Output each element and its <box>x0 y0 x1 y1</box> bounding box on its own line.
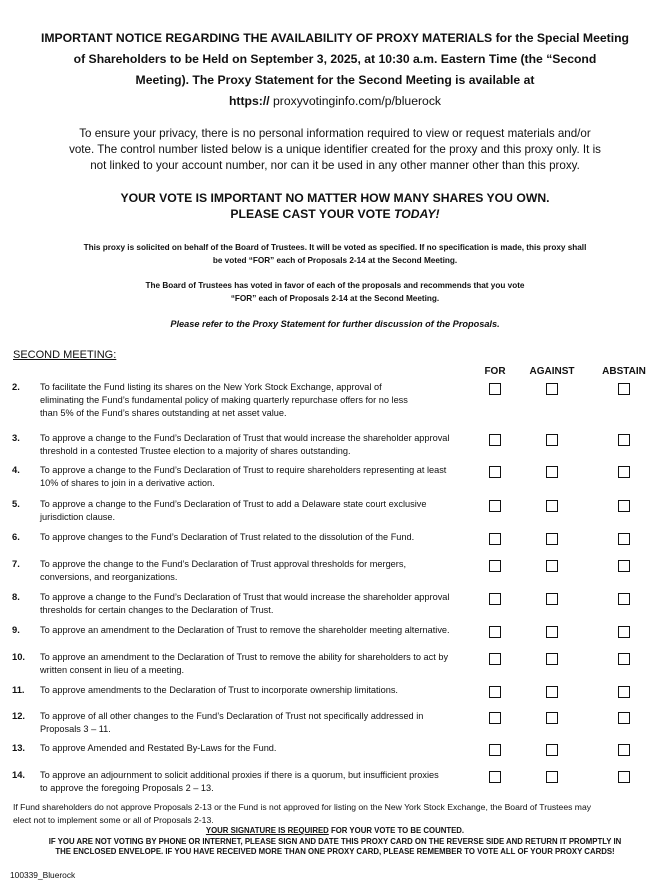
signature-instructions <box>40 826 630 858</box>
proposal-text-line: eliminating the Fund’s fundamental policy of making quarterly repurchase offers for no less <box>40 395 408 405</box>
vote-for-checkbox[interactable] <box>489 434 501 446</box>
notice-line-2: of Shareholders to be Held on September 3, 2025, at 10:30 a.m. Eastern Time (the “Second <box>73 52 597 66</box>
proposal-number: 8. <box>12 591 20 602</box>
proposal-number: 10. <box>12 651 26 662</box>
proposal-text-line: conversions, and reorganizations. <box>40 572 178 582</box>
vote-abstain-checkbox[interactable] <box>618 653 630 665</box>
privacy-line-1: To ensure your privacy, there is no personal information required to view or request materials and/or <box>79 127 591 140</box>
solicited-line-1: This proxy is solicited on behalf of the Board of Trustees. It will be voted as specified. If no specification is made, this proxy shall <box>83 243 587 252</box>
vote-abstain-checkbox[interactable] <box>618 533 630 545</box>
conditional-line-1: If Fund shareholders do not approve Proposals 2-13 or the Fund is not approved for listing on the New York Stock Exchange, the Board of Trustees may <box>13 802 592 812</box>
vote-abstain-checkbox[interactable] <box>618 593 630 605</box>
vote-abstain-checkbox[interactable] <box>618 434 630 446</box>
vote-abstain-checkbox[interactable] <box>618 686 630 698</box>
proposal-text <box>40 684 480 697</box>
proposal-text-line: To approve of all other changes to the Fund’s Declaration of Trust not specifically addressed in <box>40 711 424 721</box>
proposal-text-line: jurisdiction clause. <box>40 512 116 522</box>
proposal-text-line: To approve an amendment to the Declaration of Trust to remove the ability for shareholders to act by <box>40 652 449 662</box>
today-emphasis: TODAY! <box>394 207 440 221</box>
board-line-1: The Board of Trustees has voted in favor of each of the proposals and recommends that you vote <box>145 281 525 290</box>
vote-abstain-checkbox[interactable] <box>618 712 630 724</box>
vote-against-checkbox[interactable] <box>546 712 558 724</box>
proposal-number: 6. <box>12 531 20 542</box>
vote-for-checkbox[interactable] <box>489 500 501 512</box>
proposal-text-line: than 5% of the Fund’s shares outstanding at net asset value. <box>40 408 287 418</box>
proposal-text-line: To approve a change to the Fund’s Declaration of Trust to require shareholders representing at least <box>40 465 447 475</box>
vote-for-checkbox[interactable] <box>489 744 501 756</box>
signature-rest: FOR YOUR VOTE TO BE COUNTED. <box>328 826 465 835</box>
board-recommendation <box>40 279 630 305</box>
vote-against-checkbox[interactable] <box>546 383 558 395</box>
proposal-text <box>40 531 480 544</box>
privacy-line-2: vote. The control number listed below is a unique identifier created for the proxy and this proxy only. It is <box>69 143 601 156</box>
conditional-line-2: elect not to implement some or all of Proposals 2-13. <box>13 815 214 825</box>
vote-for-checkbox[interactable] <box>489 771 501 783</box>
proposal-number: 2. <box>12 381 20 392</box>
refer-note: Please refer to the Proxy Statement for further discussion of the Proposals. <box>170 319 500 329</box>
proposal-text <box>40 432 480 458</box>
proposal-text-line: Proposals 3 – 11. <box>40 724 111 734</box>
vote-for-checkbox[interactable] <box>489 560 501 572</box>
url-prefix: https:// <box>228 94 270 108</box>
proposal-number: 12. <box>12 710 26 721</box>
mail-instruction-line-2: THE ENCLOSED ENVELOPE. IF YOU HAVE RECEIVED MORE THAN ONE PROXY CARD, PLEASE REMEMBER TO VOTE ALL OF YOUR PROXY CARDS! <box>55 847 615 856</box>
board-line-2: “FOR” each of Proposals 2-14 at the Second Meeting. <box>230 294 440 303</box>
proposal-text <box>40 742 480 755</box>
vote-for-checkbox[interactable] <box>489 593 501 605</box>
proposal-number: 9. <box>12 624 20 635</box>
notice-line-3: Meeting). The Proxy Statement for the Second Meeting is available at <box>135 73 535 87</box>
proposal-text <box>40 651 480 677</box>
proposal-text-line: To approve a change to the Fund’s Declaration of Trust that would increase the shareholder approval <box>40 433 450 443</box>
signature-required-line <box>40 826 630 837</box>
notice-block <box>40 28 630 112</box>
proposal-text-line: 10% of shares to join in a derivative action. <box>40 478 215 488</box>
vote-against-checkbox[interactable] <box>546 466 558 478</box>
vote-against-checkbox[interactable] <box>546 686 558 698</box>
vote-for-checkbox[interactable] <box>489 533 501 545</box>
vote-against-checkbox[interactable] <box>546 771 558 783</box>
proposal-text <box>40 381 480 420</box>
solicited-line-2: be voted “FOR” each of Proposals 2-14 at the Second Meeting. <box>212 256 458 265</box>
vote-against-checkbox[interactable] <box>546 434 558 446</box>
proposal-text <box>40 769 480 795</box>
proposal-text-line: To approve a change to the Fund’s Declaration of Trust that would increase the shareholder approval <box>40 592 450 602</box>
mail-instruction-line-1: IF YOU ARE NOT VOTING BY PHONE OR INTERNET, PLEASE SIGN AND DATE THIS PROXY CARD ON THE REVERSE SIDE AND RETURN IT PROMPTLY IN <box>48 836 622 846</box>
privacy-line-3: not linked to your account number, nor can it be used in any other manner other than this proxy. <box>90 159 580 172</box>
proposal-text <box>40 710 480 736</box>
notice-url-line <box>40 91 630 112</box>
vote-against-checkbox[interactable] <box>546 653 558 665</box>
vote-for-checkbox[interactable] <box>489 686 501 698</box>
proposal-text-line: To approve an amendment to the Declaration of Trust to remove the shareholder meeting alternative. <box>40 625 450 635</box>
column-header-against: AGAINST <box>529 366 575 377</box>
vote-for-checkbox[interactable] <box>489 712 501 724</box>
proposal-text <box>40 624 480 637</box>
proposal-number: 13. <box>12 742 26 753</box>
vote-against-checkbox[interactable] <box>546 560 558 572</box>
vote-against-checkbox[interactable] <box>546 593 558 605</box>
proposal-text-line: To approve the change to the Fund’s Declaration of Trust approval thresholds for mergers, <box>40 559 406 569</box>
proposal-text <box>40 464 480 490</box>
proposal-text <box>40 498 480 524</box>
section-title: SECOND MEETING: <box>13 349 117 361</box>
vote-abstain-checkbox[interactable] <box>618 744 630 756</box>
privacy-paragraph <box>40 126 630 174</box>
vote-against-checkbox[interactable] <box>546 500 558 512</box>
vote-important-line-1: YOUR VOTE IS IMPORTANT NO MATTER HOW MANY SHARES YOU OWN. <box>120 191 550 205</box>
proposal-text-line: To approve an adjournment to solicit additional proxies if there is a quorum, but insufficient proxies <box>40 770 439 780</box>
proposal-number: 4. <box>12 464 20 475</box>
proposal-text-line: thresholds for certain changes to the Declaration of Trust. <box>40 605 274 615</box>
proposal-number: 5. <box>12 498 20 509</box>
proposal-number: 14. <box>12 769 26 780</box>
vote-abstain-checkbox[interactable] <box>618 560 630 572</box>
proposal-text-line: to approve the foregoing Proposals 2 – 13. <box>40 783 214 793</box>
vote-for-checkbox[interactable] <box>489 653 501 665</box>
proposal-text <box>40 558 480 584</box>
proposal-text-line: To facilitate the Fund listing its shares on the New York Stock Exchange, approval of <box>40 382 382 392</box>
vote-for-checkbox[interactable] <box>489 626 501 638</box>
proposal-text-line: To approve changes to the Fund’s Declaration of Trust related to the dissolution of the Fund. <box>40 532 415 542</box>
vote-for-checkbox[interactable] <box>489 466 501 478</box>
notice-line-1: IMPORTANT NOTICE REGARDING THE AVAILABILITY OF PROXY MATERIALS for the Special Meeting <box>41 31 629 45</box>
document-code: 100339_Bluerock <box>10 870 76 880</box>
proposal-text-line: written consent in lieu of a meeting. <box>40 665 185 675</box>
vote-abstain-checkbox[interactable] <box>618 500 630 512</box>
vote-abstain-checkbox[interactable] <box>618 383 630 395</box>
solicitation-statement <box>40 241 630 267</box>
vote-important-block <box>40 190 630 222</box>
proposal-number: 11. <box>12 684 25 695</box>
vote-for-checkbox[interactable] <box>489 383 501 395</box>
proposal-text-line: To approve Amended and Restated By-Laws for the Fund. <box>40 743 277 753</box>
vote-abstain-checkbox[interactable] <box>618 466 630 478</box>
proposal-number: 7. <box>12 558 20 569</box>
conditional-note <box>13 801 653 827</box>
proxy-url-link[interactable]: proxyvotinginfo.com/p/bluerock <box>273 94 442 108</box>
cast-vote-text: PLEASE CAST YOUR VOTE <box>230 207 395 221</box>
proposal-text-line: threshold in a contested Trustee election to a majority of shares outstanding. <box>40 446 351 456</box>
vote-abstain-checkbox[interactable] <box>618 771 630 783</box>
proposal-text <box>40 591 480 617</box>
column-header-abstain: ABSTAIN <box>602 366 646 377</box>
proposal-text-line: To approve a change to the Fund’s Declaration of Trust to add a Delaware state court exclusive <box>40 499 427 509</box>
signature-required: YOUR SIGNATURE IS REQUIRED <box>205 826 329 835</box>
vote-important-line-2 <box>40 206 630 222</box>
proposal-number: 3. <box>12 432 20 443</box>
vote-abstain-checkbox[interactable] <box>618 626 630 638</box>
proposal-text-line: To approve amendments to the Declaration of Trust to incorporate ownership limitations. <box>40 685 398 695</box>
column-header-for: FOR <box>484 366 506 377</box>
vote-against-checkbox[interactable] <box>546 533 558 545</box>
vote-against-checkbox[interactable] <box>546 626 558 638</box>
vote-against-checkbox[interactable] <box>546 744 558 756</box>
